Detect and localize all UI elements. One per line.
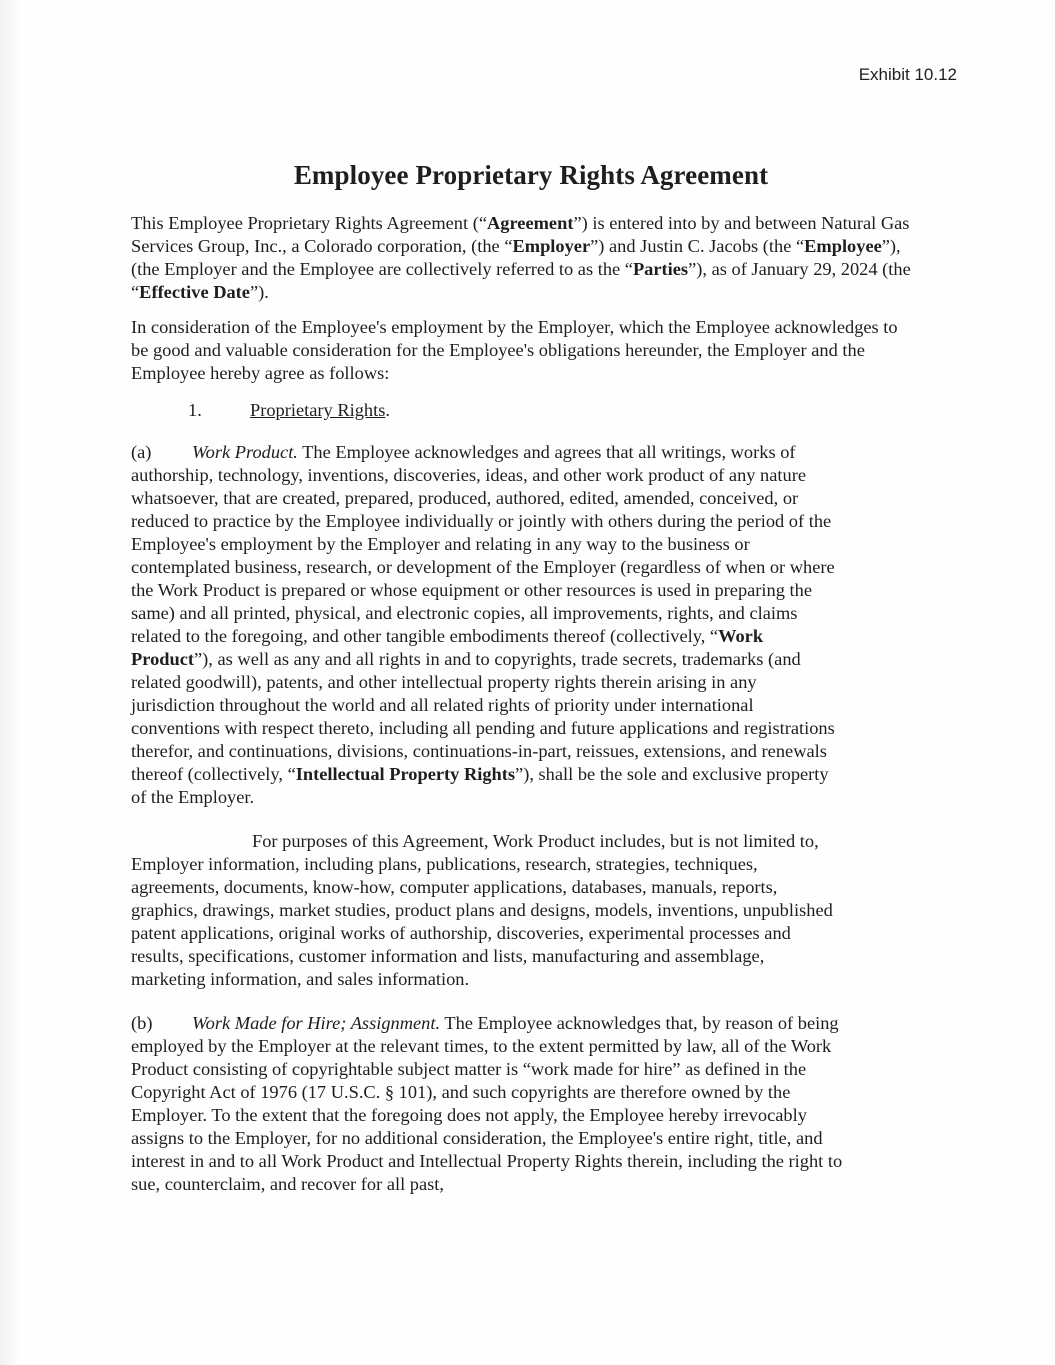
term-employee: Employee — [804, 236, 882, 256]
scan-edge-shadow — [0, 0, 20, 1365]
subsection-b: (b) Work Made for Hire; Assignment. The Employee acknowledges that, by reason of being employed by the Employer at the relevant times, to the extent permitted by law, all of the Work Product consisting of copyrightable subject matter is “work made for hire” as defined in the Copyright Act of 1976 (17 U.S.C. § 101), and such copyrights are therefore owned by the Employer. To the extent that the foregoing does not apply, the Employee hereby irrevocably assigns to the Employer, for no additional consideration, the Employee's entire right, title, and interest in and to all Work Product and Intellectual Property Rights therein, including the right to sue, counterclaim, and recover for all past, — [131, 1013, 843, 1194]
subsection-a-heading: Work Product. — [192, 442, 298, 462]
consideration-paragraph: In consideration of the Employee's employment by the Employer, which the Employee acknowledges to be good and valuable consideration for the Employee's obligations hereunder, the Employer and the Employee hereby agree as follows: — [131, 317, 898, 383]
section-heading: 1. Proprietary Rights. — [188, 400, 390, 420]
term-intellectual-property-rights: Intellectual Property Rights — [295, 764, 516, 784]
subsection-b-label: (b) — [131, 1013, 153, 1033]
document-body — [131, 212, 911, 1196]
term-agreement: Agreement — [486, 213, 574, 233]
term-employer: Employer — [512, 236, 591, 256]
term-effective-date: Effective Date — [139, 282, 250, 302]
purposes-paragraph: For purposes of this Agreement, Work Product includes, but is not limited to, Employer information, including plans, publications, research, strategies, techniques, agreements, documents, know-how, computer applications, databases, manuals, reports, graphics, drawings, market studies, product plans and designs, models, inventions, unpublished patent applications, original works of authorship, discoveries, experimental processes and results, specifications, customer information and lists, manufacturing and assemblage, marketing information, and sales information. — [131, 831, 833, 989]
document-title: Employee Proprietary Rights Agreement — [293, 160, 769, 190]
subsection-a-label: (a) — [131, 442, 152, 462]
subsection-a: (a) Work Product. The Employee acknowledges and agrees that all writings, works of authorship, technology, inventions, discoveries, ideas, and other work product of any nature whatsoever, that are created, prepared, produced, authored, edited, amended, conceived, or reduced to practice by the Employee individually or jointly with others during the period of the Employee's employment by the Employer and relating in any way to the business or contemplated business, research, or development of the Employer (regardless of when or where the Work Product is prepared or whose equipment or other resources is used in preparing the same) and all printed, physical, and electronic copies, all improvements, rights, and claims related to the foregoing, and other tangible embodiments thereof (collectively, “Work Product”), as well as any and all rights in and to copyrights, trade secrets, trademarks (and related goodwill), patents, and other intellectual property rights therein arising in any jurisdiction throughout the world and all related rights of priority under international conventions with respect thereto, including all pending and future applications and registrations therefor, and continuations, divisions, continuations-in-part, reissues, extensions, and renewals thereof (collectively, “Intellectual Property Rights”), shall be the sole and exclusive property of the Employer. — [131, 442, 835, 807]
term-work-product: Work Product — [131, 626, 764, 669]
term-parties: Parties — [632, 259, 689, 279]
section-title: Proprietary Rights — [250, 400, 386, 420]
intro-paragraph: This Employee Proprietary Rights Agreement (“Agreement”) is entered into by and between Natural Gas Services Group, Inc., a Colorado corporation, (the “Employer”) and Justin C. Jacobs (the “Employee”), (the Employer and the Employee are collectively referred to as the “Parties”), as of January 29, 2024 (the “Effective Date”). — [131, 213, 911, 302]
subsection-b-heading: Work Made for Hire; Assignment. — [192, 1013, 441, 1033]
section-number: 1. — [188, 400, 202, 420]
exhibit-label: Exhibit 10.12 — [858, 65, 957, 84]
